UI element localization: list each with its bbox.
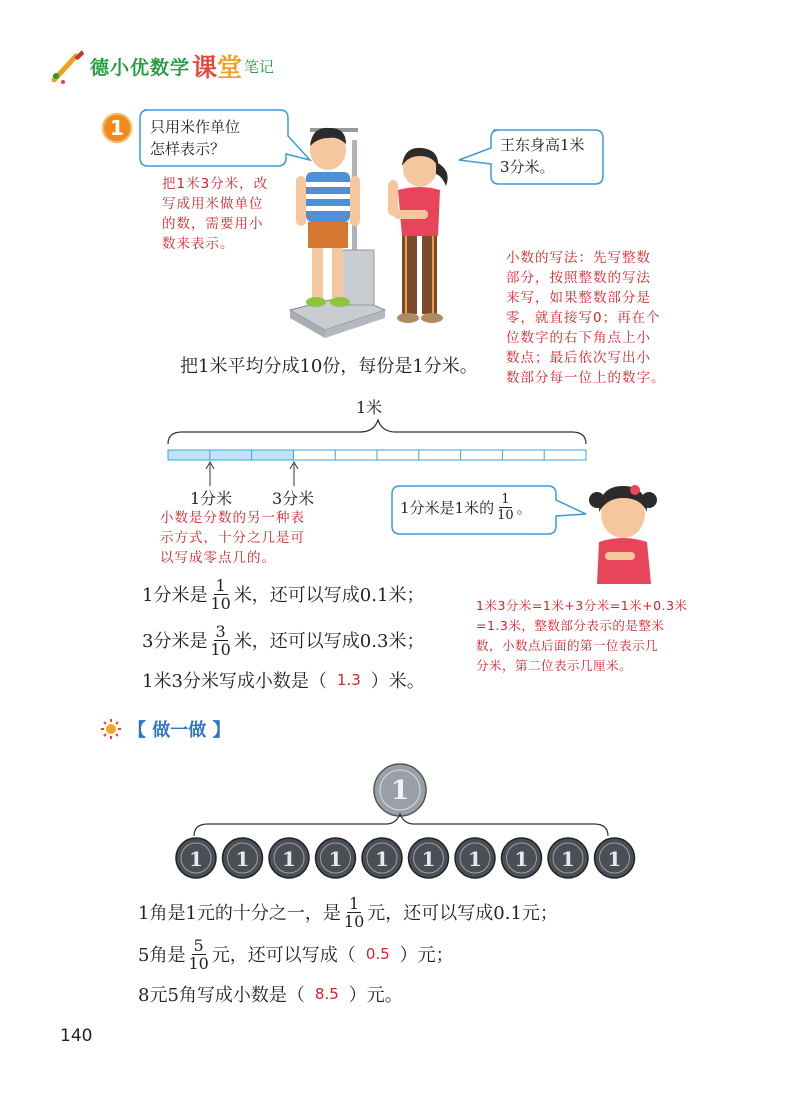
fraction-numerator: 1 — [215, 575, 226, 595]
paintbrush-icon — [48, 46, 88, 86]
fraction — [186, 937, 210, 972]
note-line: 写成用米做单位 — [162, 196, 264, 212]
small-coin-icon — [362, 838, 402, 878]
line-1dm-fraction — [142, 574, 424, 614]
svg-text:1: 1 — [421, 847, 436, 871]
svg-text:1: 1 — [282, 847, 296, 871]
fraction-denominator: 10 — [343, 911, 365, 931]
text-part: 元，还可以写成（ — [211, 945, 356, 966]
text-part: 1米3分米写成小数是（ — [142, 671, 327, 692]
boy-bubble-text — [150, 116, 240, 160]
text-part: 3分米是 — [142, 631, 208, 652]
svg-text:1: 1 — [375, 847, 389, 871]
small-coin-icon — [502, 838, 542, 878]
text-part: 元，还可以写成0.1元； — [367, 903, 558, 924]
logo-text-tang: 堂 — [217, 53, 243, 82]
label-3dm: 3分米 — [272, 489, 315, 508]
note-line: 示方式，十分之几是可 — [160, 530, 305, 546]
small-coin-icon — [409, 838, 449, 878]
text-part: ）元； — [399, 945, 454, 966]
big-coin-icon — [374, 764, 426, 816]
logo-text-ke: 课 — [192, 53, 218, 82]
boy-on-height-scale-illustration — [280, 110, 390, 340]
note-line: 小数的写法：先写整数 — [506, 250, 651, 266]
boy-bubble-line: 怎样表示？ — [150, 140, 226, 158]
note-1m3dm-explanation — [476, 596, 688, 676]
svg-text:1: 1 — [561, 847, 575, 871]
logo-text-brand: 德小优数学 — [90, 56, 191, 79]
note-line: 的数，需要用小 — [162, 216, 264, 232]
header-logo — [48, 44, 274, 88]
small-coin-icon — [176, 838, 216, 878]
answer-value: 1.3 — [336, 671, 361, 689]
note-line: 位数字的右下角点上小 — [506, 330, 651, 346]
text-part: 1角是1元的十分之一，是 — [138, 903, 341, 924]
small-coin-icon — [455, 838, 495, 878]
note-line: 以写成零点几的。 — [160, 550, 276, 566]
svg-text:1: 1 — [390, 776, 410, 806]
svg-text:1: 1 — [189, 847, 203, 871]
text-part: 5角是 — [138, 945, 186, 966]
ruler-shaded-section — [168, 450, 294, 460]
note-line: 数部分每一位上的数字。 — [506, 370, 666, 386]
text-part: ）米。 — [370, 671, 425, 692]
coins-brace — [194, 814, 608, 836]
page-number: 140 — [60, 1026, 93, 1046]
fraction-denominator: 10 — [188, 953, 209, 973]
note-line: 小数是分数的另一种表 — [160, 510, 305, 526]
note-fraction-decimal — [160, 508, 305, 568]
note-line: 1米3分米=1米+3分米=1米+0.3米 — [476, 598, 688, 613]
sun-icon — [100, 718, 122, 740]
text-part: 米，还可以写成0.1米； — [233, 585, 425, 606]
bubble-text-part: 1分米是1米的 — [400, 498, 495, 517]
section-title: 【 做一做 】 — [128, 720, 231, 741]
line-8yuan5jiao-decimal — [138, 974, 403, 1014]
example-number-badge: 1 — [102, 113, 132, 143]
logo-text-biji: 笔记 — [244, 57, 275, 76]
note-decimal-writing-rule — [506, 248, 666, 388]
girl-bubble-text — [500, 134, 585, 178]
fraction-numerator: 5 — [193, 935, 204, 955]
boy-bubble-line: 只用米作单位 — [150, 118, 241, 136]
text-part: ）元。 — [348, 985, 403, 1006]
ruler-brace — [168, 420, 586, 444]
note-line: =1.3米，整数部分表示的是整米 — [476, 618, 665, 633]
bubble-text-part: 。 — [516, 498, 532, 517]
text-part: 米，还可以写成0.3米； — [233, 631, 425, 652]
fraction-numerator: 1 — [348, 893, 360, 913]
fraction-numerator: 3 — [215, 621, 226, 641]
fraction — [342, 895, 366, 930]
note-line: 把1米3分米，改 — [162, 176, 269, 192]
small-coin-icon — [595, 838, 635, 878]
fraction — [208, 577, 232, 612]
fraction-one-tenth — [495, 492, 516, 523]
note-convert-to-meter — [162, 174, 268, 254]
fraction-denominator: 10 — [497, 508, 514, 523]
note-line: 零，就直接写0；再在个 — [506, 310, 661, 326]
line-5jiao-fraction — [138, 934, 454, 974]
label-1dm: 1分米 — [190, 489, 233, 508]
line-1jiao-fraction — [138, 892, 558, 932]
answer-value: 0.5 — [365, 945, 390, 963]
text-part: 8元5角写成小数是（ — [138, 985, 305, 1006]
svg-text:1: 1 — [468, 847, 482, 871]
fraction-numerator: 1 — [501, 492, 510, 507]
answer-value: 8.5 — [314, 985, 339, 1003]
note-line: 来写，如果整数部分是 — [506, 290, 651, 306]
note-line: 数来表示。 — [162, 236, 235, 252]
note-line: 分米，第二位表示几厘米。 — [476, 658, 633, 673]
section-try-it — [100, 716, 231, 742]
girl-bubble-line: 王东身高1米 — [500, 136, 585, 154]
note-line: 数点；最后依次写出小 — [506, 350, 651, 366]
small-coin-icon — [223, 838, 263, 878]
svg-text:1: 1 — [607, 847, 622, 871]
small-coin-icon — [269, 838, 309, 878]
note-line: 数，小数点后面的第一位表示几 — [476, 638, 659, 653]
svg-text:1: 1 — [328, 847, 343, 871]
fraction — [208, 623, 232, 658]
note-line: 部分，按照整数的写法 — [506, 270, 651, 286]
line-3dm-fraction — [142, 620, 424, 660]
ruler-total-label: 1米 — [356, 398, 383, 417]
svg-text:1: 1 — [235, 847, 250, 871]
small-girl-illustration — [585, 478, 665, 588]
fraction-denominator: 10 — [210, 639, 231, 659]
text-part: 1分米是 — [142, 585, 208, 606]
small-coin-icon — [548, 838, 588, 878]
girl-measuring-illustration — [380, 140, 460, 330]
fraction-denominator: 10 — [210, 593, 231, 613]
coins-diagram — [160, 752, 640, 888]
small-girl-bubble-text — [400, 492, 532, 523]
sentence-divide-meter: 把1米平均分成10份，每份是1分米。 — [180, 356, 478, 377]
girl-bubble-line: 3分米。 — [500, 158, 555, 176]
line-1m3dm-decimal — [142, 660, 425, 700]
small-coin-icon — [316, 838, 356, 878]
svg-text:1: 1 — [514, 847, 529, 871]
